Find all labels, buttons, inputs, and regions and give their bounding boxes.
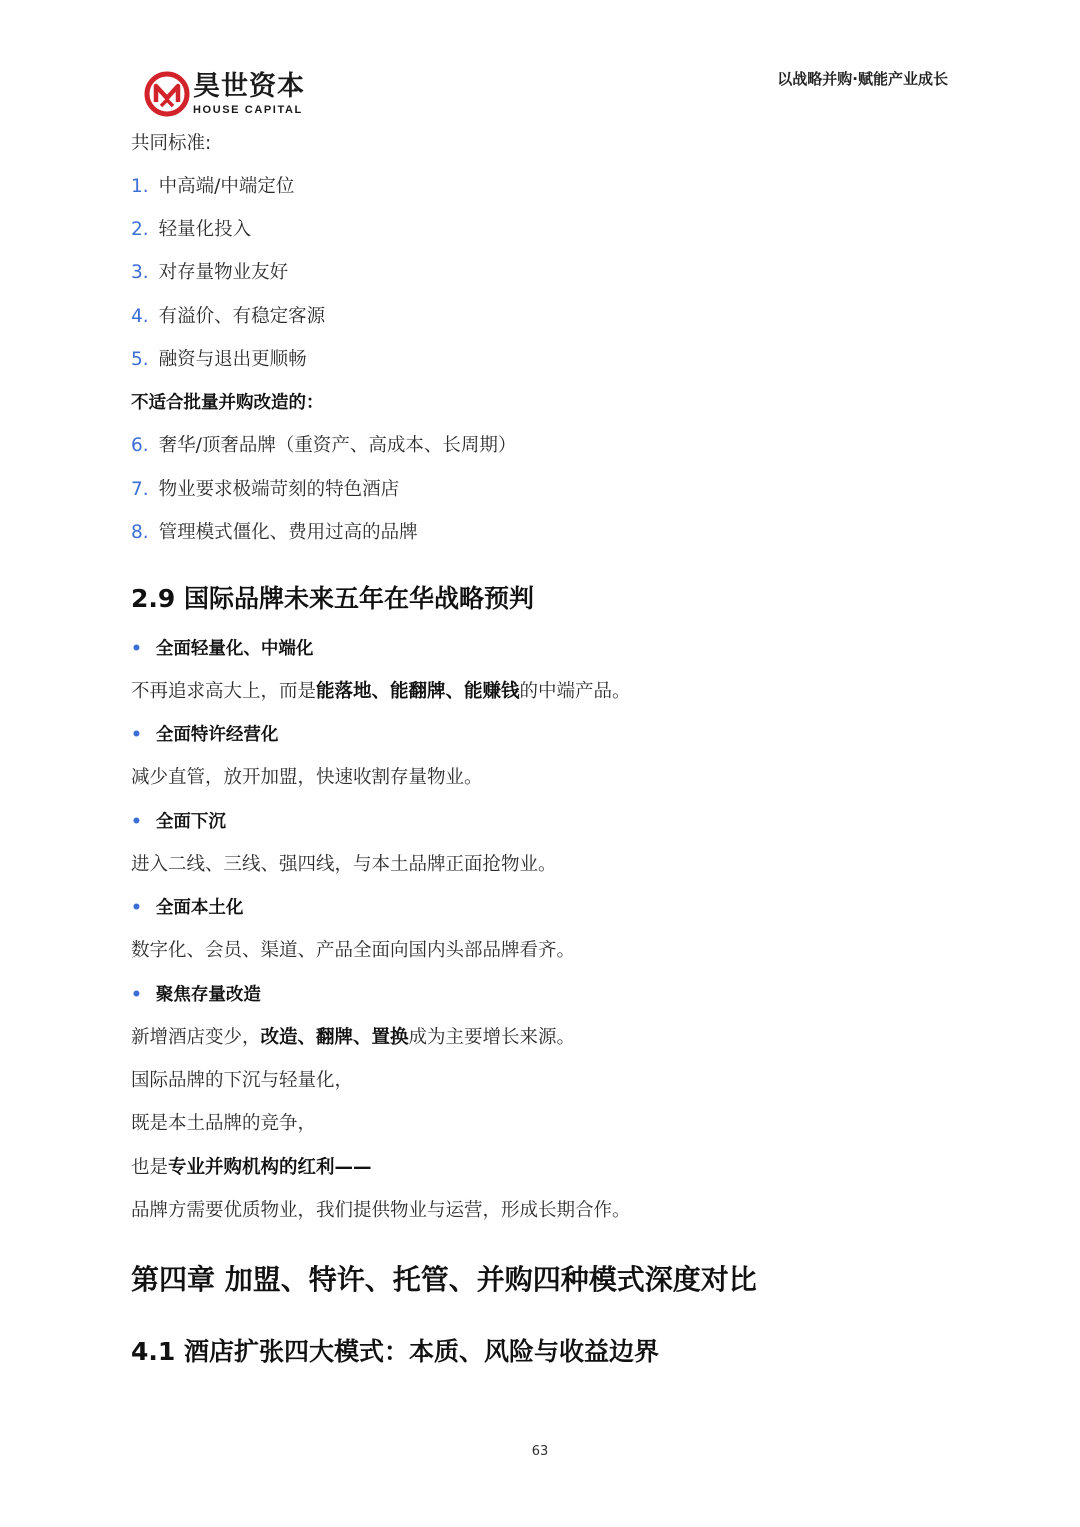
bullet-title: • 全面特许经营化 — [131, 725, 279, 745]
list-text: 物业要求极端苛刻的特色酒店 — [158, 479, 400, 500]
bullet-description: 数字化、会员、渠道、产品全面向国内头部品牌看齐。 — [131, 940, 576, 961]
bullet-description: 新增酒店变少，改造、翻牌、置换成为主要增长来源。 — [131, 1027, 576, 1048]
bullet-icon: • — [131, 725, 142, 745]
bullet-title: • 聚焦存量改造 — [131, 985, 261, 1005]
list-text: 对存量物业友好 — [158, 262, 289, 283]
closing-line: 国际品牌的下沉与轻量化， — [131, 1070, 354, 1091]
list-number: 5. — [131, 349, 149, 370]
list-number: 4. — [131, 306, 149, 327]
closing-line: 品牌方需要优质物业，我们提供物业与运营，形成长期合作。 — [131, 1200, 631, 1221]
header-slogan: 以战略并购·赋能产业成长 — [777, 70, 948, 88]
bullet-icon: • — [131, 639, 142, 659]
list-number: 1. — [131, 176, 149, 197]
list-text: 有溢价、有稳定客源 — [158, 306, 326, 327]
list-item — [131, 304, 325, 330]
bullet-description: 不再追求高大上，而是能落地、能翻牌、能赚钱的中端产品。 — [131, 681, 631, 702]
list-item — [131, 347, 307, 373]
bullet-title: • 全面下沉 — [131, 812, 226, 832]
list-text: 奢华/顶奢品牌（重资产、高成本、长周期） — [158, 435, 517, 456]
bullet-title: • 全面轻量化、中端化 — [131, 639, 314, 659]
logo-chinese-name: 昊世资本 — [193, 71, 305, 102]
list-number: 3. — [131, 262, 149, 283]
logo-english-name: HOUSE CAPITAL — [193, 104, 303, 116]
list-text: 中高端/中端定位 — [158, 176, 295, 197]
bullet-title: • 全面本土化 — [131, 898, 244, 918]
sub-section-heading: 4.1 酒店扩张四大模式：本质、风险与收益边界 — [131, 1337, 659, 1366]
list-item — [131, 433, 516, 459]
list-item — [131, 260, 288, 286]
list-item — [131, 477, 399, 503]
closing-line: 既是本土品牌的竞争， — [131, 1113, 317, 1134]
bullet-description: 进入二线、三线、强四线，与本土品牌正面抢物业。 — [131, 854, 557, 875]
list-item — [131, 217, 251, 243]
logo-mark-icon — [143, 70, 191, 118]
bullet-icon: • — [131, 985, 142, 1005]
list-text: 管理模式僵化、费用过高的品牌 — [158, 522, 418, 543]
bullet-description: 减少直管，放开加盟，快速收割存量物业。 — [131, 767, 483, 788]
bullet-icon: • — [131, 812, 142, 832]
standards-title: 共同标准: — [131, 133, 212, 154]
closing-line: 也是专业并购机构的红利—— — [131, 1157, 372, 1178]
chapter-heading: 第四章 加盟、特许、托管、并购四种模式深度对比 — [131, 1263, 757, 1296]
page-number: 63 — [531, 1444, 549, 1459]
company-logo — [143, 70, 313, 120]
list-text: 轻量化投入 — [158, 219, 252, 240]
section-heading: 2.9 国际品牌未来五年在华战略预判 — [131, 584, 534, 613]
list-item — [131, 174, 294, 200]
list-number: 2. — [131, 219, 149, 240]
bullet-icon: • — [131, 898, 142, 918]
list-number: 8. — [131, 522, 149, 543]
list-text: 融资与退出更顺畅 — [158, 349, 307, 370]
list-item — [131, 520, 418, 546]
list-number: 6. — [131, 435, 149, 456]
unsuitable-title: 不适合批量并购改造的： — [131, 393, 324, 413]
list-number: 7. — [131, 479, 149, 500]
